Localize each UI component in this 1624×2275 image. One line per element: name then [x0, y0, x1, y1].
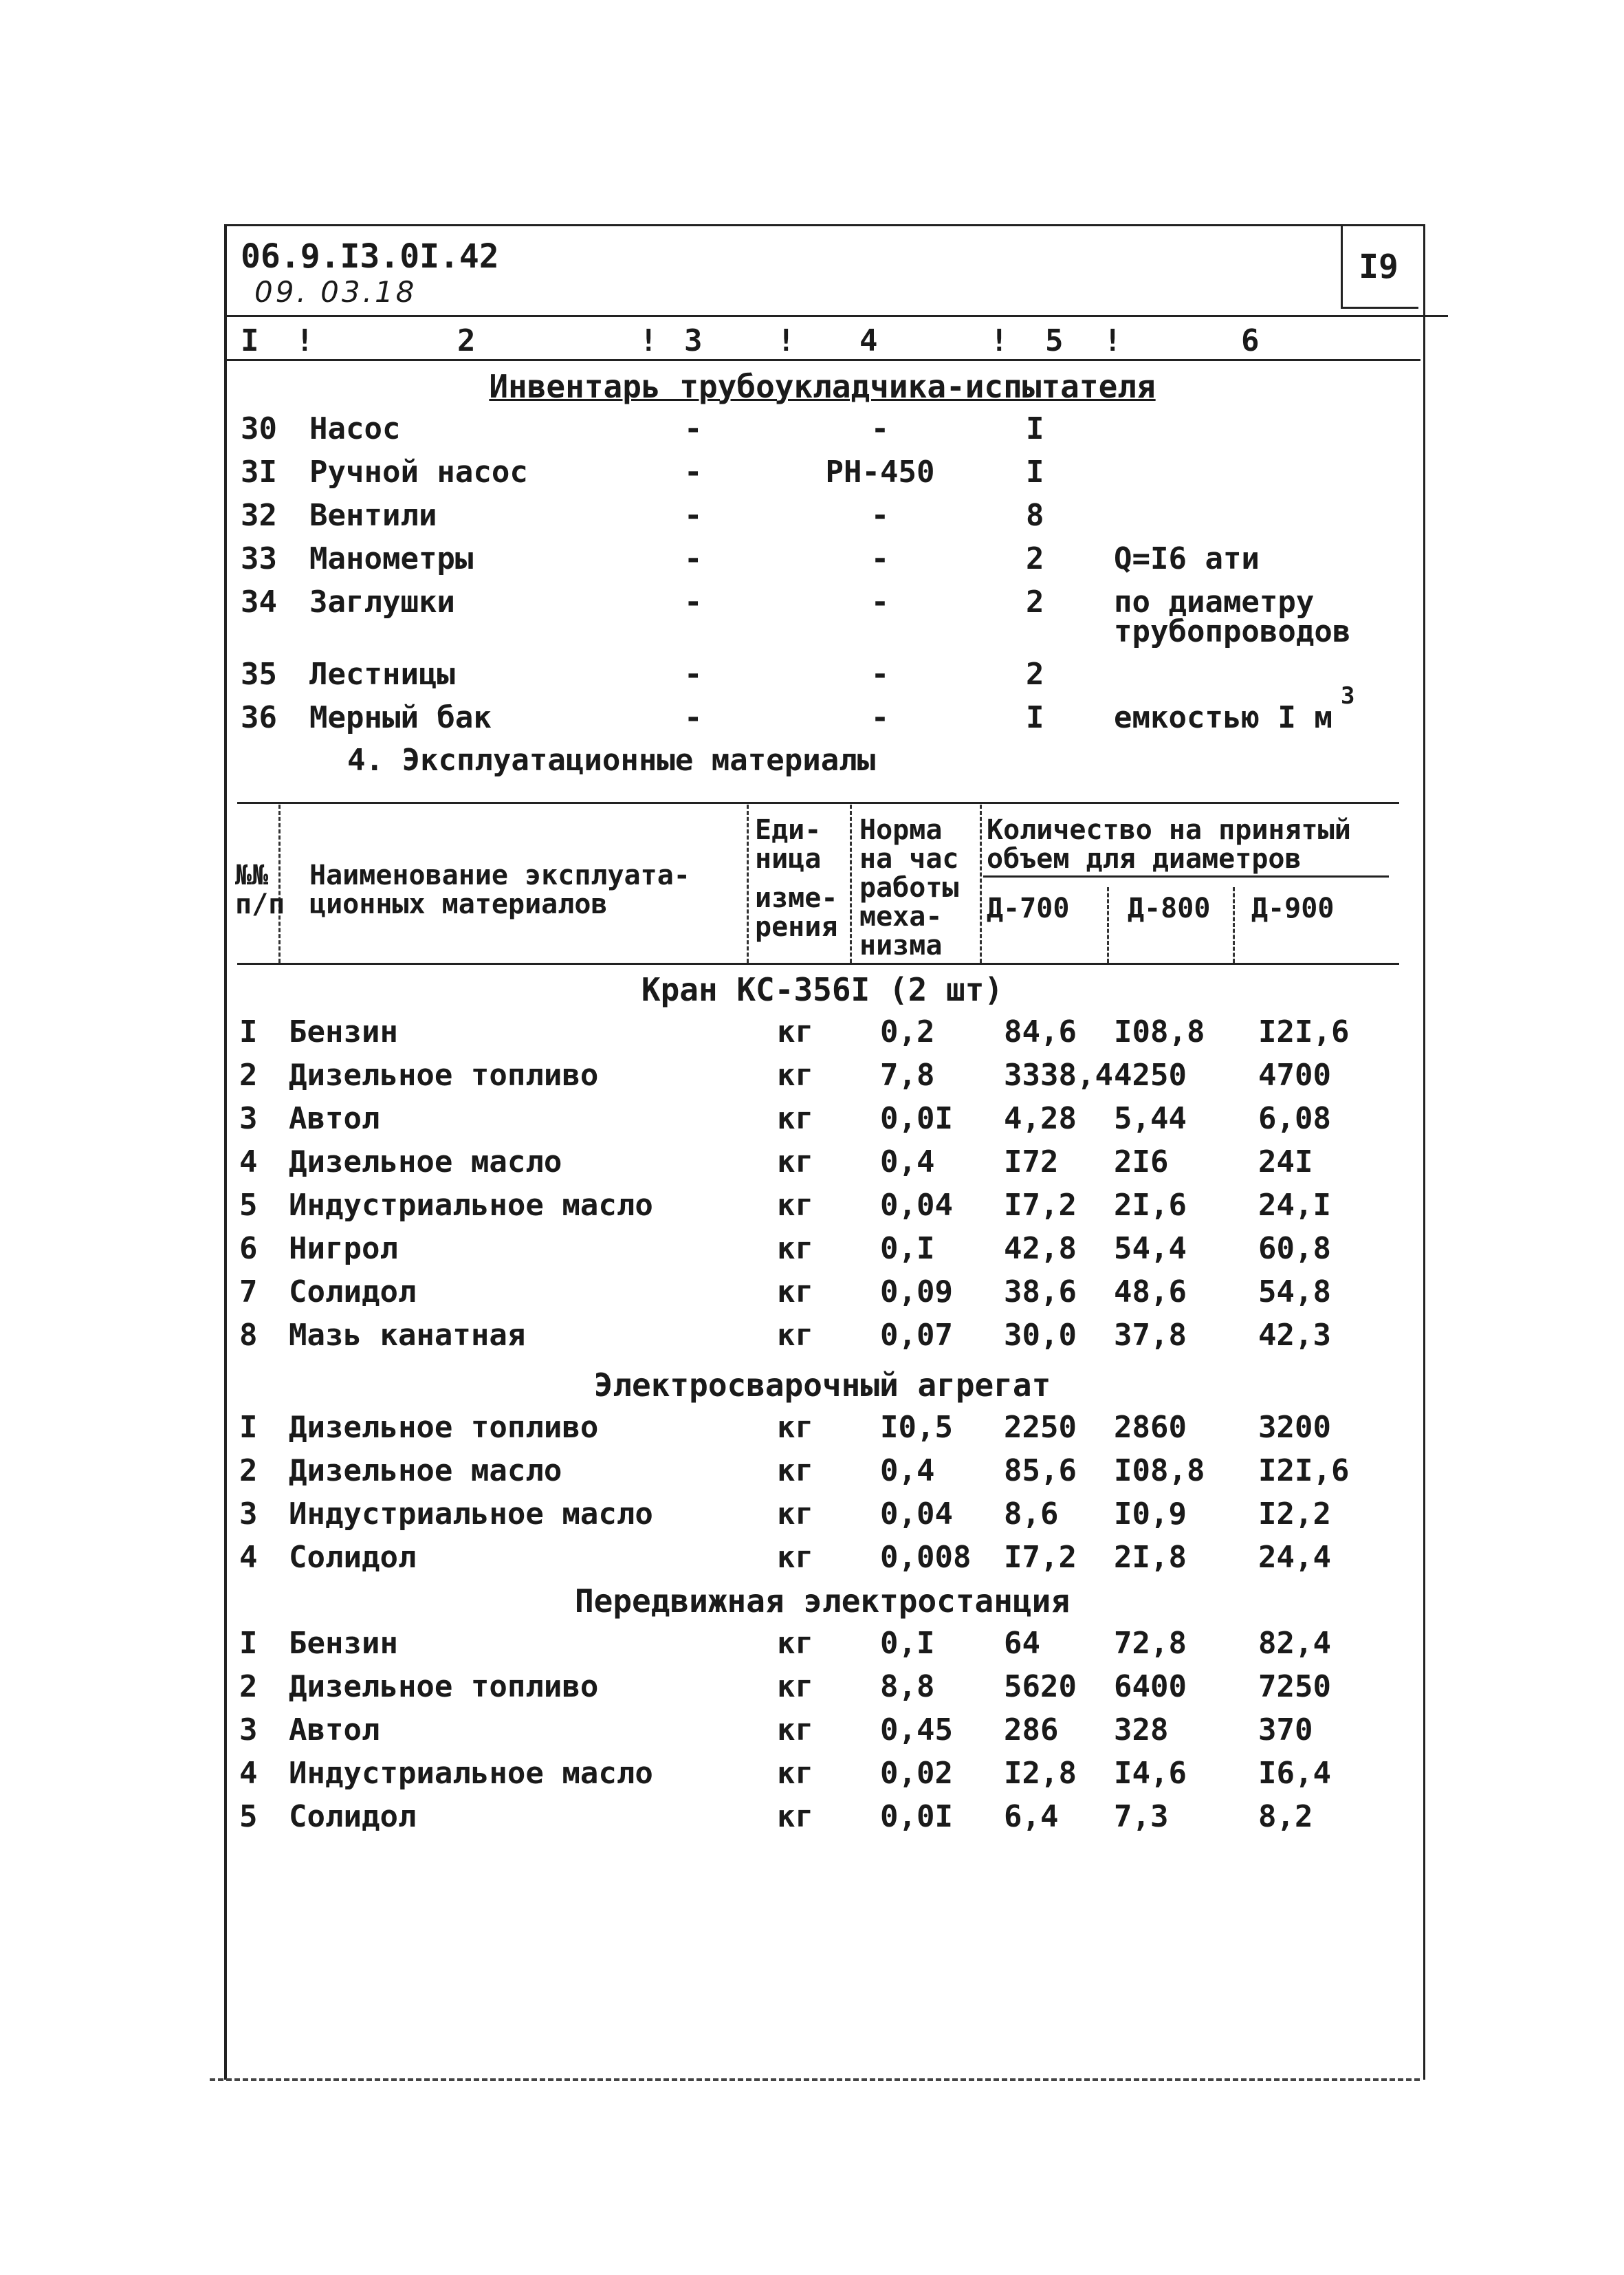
- row-number: I: [239, 1014, 258, 1049]
- material-name: Мазь канатная: [289, 1318, 526, 1353]
- row-number: 2: [239, 1669, 258, 1704]
- qty-d700: 8,6: [1004, 1496, 1059, 1532]
- qty-d900: 54,8: [1258, 1274, 1331, 1309]
- col-sep: !: [990, 323, 1009, 358]
- header-d700: Д-700: [987, 893, 1070, 924]
- qty-d800: 37,8: [1114, 1318, 1187, 1353]
- qty-d700: 85,6: [1004, 1453, 1077, 1488]
- table-col-sep: [747, 805, 749, 963]
- norm-per-hour: 0,4: [880, 1144, 935, 1179]
- item-qty: I: [1026, 455, 1044, 490]
- item-model: -: [870, 700, 890, 735]
- item-col3: -: [684, 541, 703, 576]
- norm-per-hour: 0,0I: [880, 1101, 953, 1136]
- row-number: 7: [239, 1274, 258, 1309]
- unit: кг: [777, 1188, 813, 1223]
- material-name: Солидол: [289, 1274, 417, 1309]
- header-norm: Норма: [859, 814, 943, 846]
- qty-d700: I7,2: [1004, 1188, 1077, 1223]
- qty-d800: 6400: [1114, 1669, 1187, 1704]
- qty-d700: 5620: [1004, 1669, 1077, 1704]
- unit: кг: [777, 1669, 813, 1704]
- norm-per-hour: 7,8: [880, 1058, 935, 1093]
- norm-per-hour: I0,5: [880, 1410, 953, 1445]
- header-d900: Д-900: [1251, 893, 1335, 924]
- item-name: Мерный бак: [309, 700, 492, 735]
- qty-d900: I2,2: [1258, 1496, 1331, 1532]
- qty-d900: 24I: [1258, 1144, 1313, 1179]
- header-name: ционных материалов: [309, 889, 608, 920]
- qty-d900: 82,4: [1258, 1626, 1331, 1661]
- row-number: 30: [241, 411, 277, 446]
- norm-per-hour: 0,45: [880, 1712, 953, 1748]
- page-frame-bottom: [210, 2078, 1420, 2081]
- row-number: 4: [239, 1540, 258, 1575]
- item-note: Q=I6 ати: [1114, 541, 1260, 576]
- qty-d900: 4700: [1258, 1058, 1331, 1093]
- qty-d700: 84,6: [1004, 1014, 1077, 1049]
- table-col-sep: [980, 805, 982, 963]
- qty-d800: 5,44: [1114, 1101, 1187, 1136]
- row-number: 35: [241, 657, 277, 692]
- item-col3: -: [684, 700, 703, 735]
- row-number: 2: [239, 1058, 258, 1093]
- qty-d900: I6,4: [1258, 1756, 1331, 1791]
- item-qty: I: [1026, 700, 1044, 735]
- qty-d800: 72,8: [1114, 1626, 1187, 1661]
- qty-d800: I08,8: [1114, 1014, 1205, 1049]
- row-number: 2: [239, 1453, 258, 1488]
- header-quantity: объем для диаметров: [987, 843, 1302, 875]
- header-unit: изме-: [755, 882, 838, 914]
- qty-d700: 64: [1004, 1626, 1040, 1661]
- header-norm: низма: [859, 930, 943, 961]
- row-number: 3: [239, 1101, 258, 1136]
- unit: кг: [777, 1058, 813, 1093]
- document-number: 06.9.I3.0I.42: [241, 237, 499, 276]
- col-num-rule: [224, 359, 1420, 361]
- material-name: Индустриальное масло: [289, 1188, 653, 1223]
- item-note-line2: трубопроводов: [1114, 614, 1351, 649]
- qty-d800: 2I6: [1114, 1144, 1169, 1179]
- material-name: Дизельное масло: [289, 1144, 562, 1179]
- table-col-sep: [278, 805, 281, 963]
- item-col3: -: [684, 657, 703, 692]
- qty-d800: 48,6: [1114, 1274, 1187, 1309]
- norm-per-hour: 0,I: [880, 1626, 935, 1661]
- unit: кг: [777, 1799, 813, 1834]
- norm-per-hour: 0,008: [880, 1540, 972, 1575]
- group-title: Кран КС-356I (2 шт): [641, 971, 1004, 1008]
- handwritten-date: 09. 03.18: [254, 275, 417, 309]
- norm-per-hour: 0,07: [880, 1318, 953, 1353]
- item-qty: 8: [1026, 498, 1044, 533]
- qty-d800: 4250: [1114, 1058, 1187, 1093]
- col-sep: !: [1104, 323, 1122, 358]
- item-model: -: [870, 541, 890, 576]
- qty-d700: I7,2: [1004, 1540, 1077, 1575]
- row-number: 3: [239, 1712, 258, 1748]
- qty-d900: 370: [1258, 1712, 1313, 1748]
- qty-header-rule: [983, 875, 1389, 878]
- qty-d700: I2,8: [1004, 1756, 1077, 1791]
- col-num-5: 5: [1045, 323, 1064, 358]
- qty-d800: 7,3: [1114, 1799, 1169, 1834]
- header-unit: Еди-: [755, 814, 822, 846]
- table-col-sep: [1107, 887, 1109, 963]
- unit: кг: [777, 1231, 813, 1266]
- header-no: п/п: [235, 889, 285, 920]
- qty-d700: 2250: [1004, 1410, 1077, 1445]
- header-norm: на час: [859, 843, 959, 875]
- row-number: 34: [241, 585, 277, 620]
- group-title: Электросварочный агрегат: [593, 1367, 1051, 1404]
- unit: кг: [777, 1540, 813, 1575]
- item-model: -: [870, 411, 890, 446]
- header-unit: рения: [755, 911, 838, 943]
- material-name: Дизельное топливо: [289, 1669, 599, 1704]
- material-name: Автол: [289, 1712, 380, 1748]
- item-qty: 2: [1026, 541, 1044, 576]
- qty-d700: 42,8: [1004, 1231, 1077, 1266]
- material-name: Дизельное топливо: [289, 1058, 599, 1093]
- header-no: №№: [235, 860, 269, 891]
- header-d800: Д-800: [1128, 893, 1211, 924]
- row-number: 4: [239, 1144, 258, 1179]
- qty-d700: 30,0: [1004, 1318, 1077, 1353]
- norm-per-hour: 0,09: [880, 1274, 953, 1309]
- row-number: 6: [239, 1231, 258, 1266]
- table-header-rule: [237, 963, 1399, 965]
- norm-per-hour: 0,2: [880, 1014, 935, 1049]
- item-model: -: [870, 498, 890, 533]
- norm-per-hour: 0,4: [880, 1453, 935, 1488]
- item-col3: -: [684, 455, 703, 490]
- item-note: емкостью I м: [1114, 700, 1332, 735]
- material-name: Автол: [289, 1101, 380, 1136]
- row-number: 8: [239, 1318, 258, 1353]
- qty-d700: I72: [1004, 1144, 1059, 1179]
- norm-per-hour: 0,04: [880, 1496, 953, 1532]
- unit: кг: [777, 1496, 813, 1532]
- unit: кг: [777, 1626, 813, 1661]
- header-norm: работы: [859, 872, 959, 904]
- qty-d700: 4,28: [1004, 1101, 1077, 1136]
- section-title: 4. Эксплуатационные материалы: [347, 743, 876, 778]
- header-norm: меха-: [859, 901, 943, 933]
- material-name: Солидол: [289, 1799, 417, 1834]
- item-qty: I: [1026, 411, 1044, 446]
- item-name: Заглушки: [309, 585, 455, 620]
- item-name: Насос: [309, 411, 401, 446]
- qty-d700: 38,6: [1004, 1274, 1077, 1309]
- qty-d700: 3338,4: [1004, 1058, 1113, 1093]
- unit: кг: [777, 1318, 813, 1353]
- material-name: Нигрол: [289, 1231, 398, 1266]
- col-num-3: 3: [684, 323, 703, 358]
- item-name: Вентили: [309, 498, 437, 533]
- table-col-sep: [850, 805, 852, 963]
- item-name: Манометры: [309, 541, 474, 576]
- col-num-1: I: [241, 323, 259, 358]
- qty-d900: I2I,6: [1258, 1453, 1350, 1488]
- norm-per-hour: 0,I: [880, 1231, 935, 1266]
- item-name: Ручной насос: [309, 455, 528, 490]
- material-name: Солидол: [289, 1540, 417, 1575]
- material-name: Индустриальное масло: [289, 1496, 653, 1532]
- norm-per-hour: 0,0I: [880, 1799, 953, 1834]
- item-qty: 2: [1026, 585, 1044, 620]
- qty-d700: 6,4: [1004, 1799, 1059, 1834]
- qty-d800: 2I,8: [1114, 1540, 1187, 1575]
- qty-d800: I4,6: [1114, 1756, 1187, 1791]
- table-col-sep: [1233, 887, 1235, 963]
- row-number: 3I: [241, 455, 277, 490]
- row-number: 36: [241, 700, 277, 735]
- unit: кг: [777, 1712, 813, 1748]
- col-sep: !: [296, 323, 314, 358]
- unit: кг: [777, 1756, 813, 1791]
- qty-d900: 24,4: [1258, 1540, 1331, 1575]
- item-col3: -: [684, 498, 703, 533]
- qty-d700: 286: [1004, 1712, 1059, 1748]
- item-qty: 2: [1026, 657, 1044, 692]
- col-sep: !: [639, 323, 658, 358]
- material-name: Бензин: [289, 1014, 398, 1049]
- row-number: 33: [241, 541, 277, 576]
- qty-d900: 8,2: [1258, 1799, 1313, 1834]
- material-name: Дизельное масло: [289, 1453, 562, 1488]
- material-name: Дизельное топливо: [289, 1410, 599, 1445]
- page-number: I9: [1359, 248, 1398, 286]
- qty-d800: 2I,6: [1114, 1188, 1187, 1223]
- col-num-6: 6: [1241, 323, 1260, 358]
- unit: кг: [777, 1274, 813, 1309]
- qty-d800: I0,9: [1114, 1496, 1187, 1532]
- row-number: 4: [239, 1756, 258, 1791]
- header-quantity: Количество на принятый: [987, 814, 1351, 846]
- item-name: Лестницы: [309, 657, 455, 692]
- norm-per-hour: 0,04: [880, 1188, 953, 1223]
- item-col3: -: [684, 411, 703, 446]
- unit: кг: [777, 1144, 813, 1179]
- col-sep: !: [777, 323, 795, 358]
- superscript: 3: [1341, 682, 1355, 710]
- unit: кг: [777, 1014, 813, 1049]
- header-unit: ница: [755, 843, 822, 875]
- qty-d900: 6,08: [1258, 1101, 1331, 1136]
- row-number: I: [239, 1410, 258, 1445]
- qty-d900: 60,8: [1258, 1231, 1331, 1266]
- qty-d800: I08,8: [1114, 1453, 1205, 1488]
- norm-per-hour: 8,8: [880, 1669, 935, 1704]
- qty-d900: 24,I: [1258, 1188, 1331, 1223]
- row-number: 32: [241, 498, 277, 533]
- qty-d900: I2I,6: [1258, 1014, 1350, 1049]
- header-rule: [224, 315, 1448, 317]
- qty-d900: 42,3: [1258, 1318, 1331, 1353]
- item-model: -: [870, 585, 890, 620]
- row-number: 5: [239, 1188, 258, 1223]
- qty-d900: 7250: [1258, 1669, 1331, 1704]
- unit: кг: [777, 1101, 813, 1136]
- item-model: РН-450: [825, 455, 935, 490]
- qty-d800: 54,4: [1114, 1231, 1187, 1266]
- header-name: Наименование эксплуата-: [309, 860, 690, 891]
- qty-d800: 2860: [1114, 1410, 1187, 1445]
- row-number: 3: [239, 1496, 258, 1532]
- table-top-rule: [237, 802, 1399, 804]
- qty-d800: 328: [1114, 1712, 1169, 1748]
- col-num-2: 2: [457, 323, 476, 358]
- norm-per-hour: 0,02: [880, 1756, 953, 1791]
- group-title: Передвижная электростанция: [574, 1582, 1071, 1620]
- row-number: 5: [239, 1799, 258, 1834]
- unit: кг: [777, 1453, 813, 1488]
- item-col3: -: [684, 585, 703, 620]
- item-model: -: [870, 657, 890, 692]
- material-name: Бензин: [289, 1626, 398, 1661]
- inventory-title: Инвентарь трубоукладчика-испытателя: [489, 368, 1156, 405]
- qty-d900: 3200: [1258, 1410, 1331, 1445]
- row-number: I: [239, 1626, 258, 1661]
- item-note: по диаметру: [1114, 585, 1315, 620]
- unit: кг: [777, 1410, 813, 1445]
- col-num-4: 4: [859, 323, 878, 358]
- material-name: Индустриальное масло: [289, 1756, 653, 1791]
